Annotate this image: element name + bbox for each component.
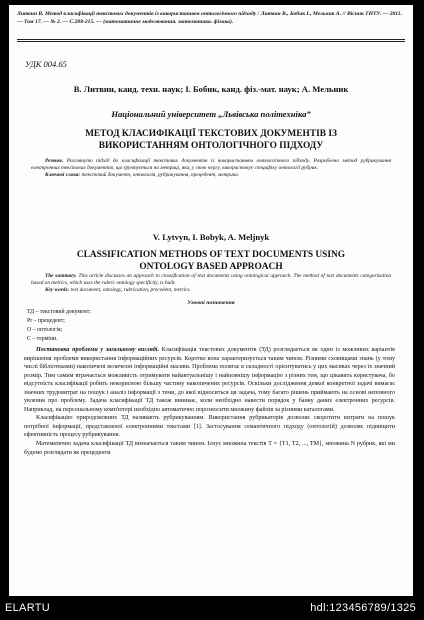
keywords-en: text document, ontology, rubrication, precedent, metrics. bbox=[70, 286, 191, 293]
notation-item: C – терміни. bbox=[27, 336, 58, 342]
abstract-ua-label: Резюме. bbox=[45, 158, 64, 164]
paragraph-math-task: Математично задача класифікації ТД визначається таким чином. Існує множина текстів T = {T1, T2, ..., TM}, множина N рубрик, які ми будемо розглядати як прецеденти bbox=[24, 441, 395, 456]
notation-heading: Умовні позначення bbox=[187, 300, 235, 306]
paragraph-problem bbox=[24, 346, 395, 414]
notation-item: ТД – текстовий документ; bbox=[27, 309, 91, 315]
udc-code: УДК 004.65 bbox=[25, 59, 67, 69]
document-page bbox=[9, 5, 413, 596]
keywords-ua-label: Ключові слова: bbox=[45, 171, 81, 178]
notation-item: Pr – прецедент; bbox=[27, 318, 65, 324]
footer-left-label: ELARTU bbox=[5, 602, 50, 614]
abstract-en bbox=[31, 273, 391, 294]
university: Національний університет „Львівська політехніка” bbox=[111, 109, 311, 119]
keywords-ua: текстовий документ, онтологія, рубрикування, прецедент, метрика. bbox=[81, 171, 240, 178]
paragraph-problem-text: Класифікація текстових документів (ТД) розглядається як один із можливих варіантів вирішення проблеми використання інформаційних ресурсів. Коротко вона характеризується таким чином. Різними сховищами знань (у тому числі бібліотеками) накопичені величезні інформаційні масиви. Проблема полягає в складності орієнтуватись у цих масивах через їх значний розмір. Тим самим втрачається можливість отримувати найактуальнішу і найповнішу інформацію з різних тем, що цікавить користувача, бо відсутність класифікації робить некорисною більшу частину накопичених ресурсів. Оскільки дослідження деякої конкретної задачі вимагає значних трудовитрат на пошук і аналіз інформації з теми, до якої відноситься ця задача, тому багато рішень приймають на основі неповного увлення про проблему. Задача класифікації ТД також виникає, коли необхідно навести порядок у банку даних електронних ресурсів. Наприклад, на персональному комп'ютері необхідно автоматично порозносити множину файлів за різними каталогами. bbox=[24, 347, 395, 413]
paragraph-rubrication: Класифікацію природомовних ТД називають рубрикуванням. Використання рубрикаторів дозволяє скоротити витрати на пошук потрібної інформації, представленої електронними текстами [1]. Застосування семантичного підходу (онтологій) дозволяє підвищити ефективність процесу рубрикування. bbox=[24, 415, 395, 439]
title-en: CLASSIFICATION METHODS OF TEXT DOCUMENTS USING ONTOLOGY BASED APPROACH bbox=[76, 250, 346, 272]
abstract-en-text: This article discusses an approach to classification of text documents using ontological approach. The method of text documents categorization based on metrics, which uses the rubric ontology specificity, is built. bbox=[31, 273, 391, 286]
authors-en: V. Lytvyn, I. Bobyk, A. Meljnyk bbox=[152, 232, 270, 242]
header-citation: Литвин В. Метод класифікації текстових документів із використанням онтологічного підходу / Литвин В., Бобик І., Мельник А. // Вісник ТНТУ. — 2011. — Том 17. — № 2. — С.208-215. — (математичне моделювання. математика. фізика). bbox=[17, 11, 402, 25]
paragraph-heading: Постановка проблеми у загальному вигляді. bbox=[36, 347, 159, 353]
abstract-ua bbox=[31, 158, 391, 179]
keywords-en-label: Key words: bbox=[45, 286, 70, 293]
authors-ua: В. Литвин, канд. техн. наук; І. Бобик, канд. фіз.-мат. наук; А. Мельник bbox=[73, 84, 349, 94]
body-text bbox=[24, 346, 395, 457]
abstract-ua-text: Розглянуто підхід до класифікації текстових документів із використанням онтологічного підходу. Розроблено метод рубрикування електронних текстових документів, що ґрунтується на метриці, яка, у свою чергу, використовує специфіку онтології рубрик. bbox=[31, 158, 391, 171]
footer-handle: hdl:123456789/1325 bbox=[310, 602, 416, 614]
notation-item: O – онтологія; bbox=[27, 327, 63, 333]
abstract-en-label: The summary. bbox=[45, 273, 77, 279]
title-ua: МЕТОД КЛАСИФІКАЦІЇ ТЕКСТОВИХ ДОКУМЕНТІВ ІЗ ВИКОРИСТАННЯМ ОНТОЛОГІЧНОГО ПІДХОДУ bbox=[85, 129, 337, 151]
header-rule-top bbox=[17, 39, 405, 40]
header-rule-bottom bbox=[17, 41, 405, 42]
